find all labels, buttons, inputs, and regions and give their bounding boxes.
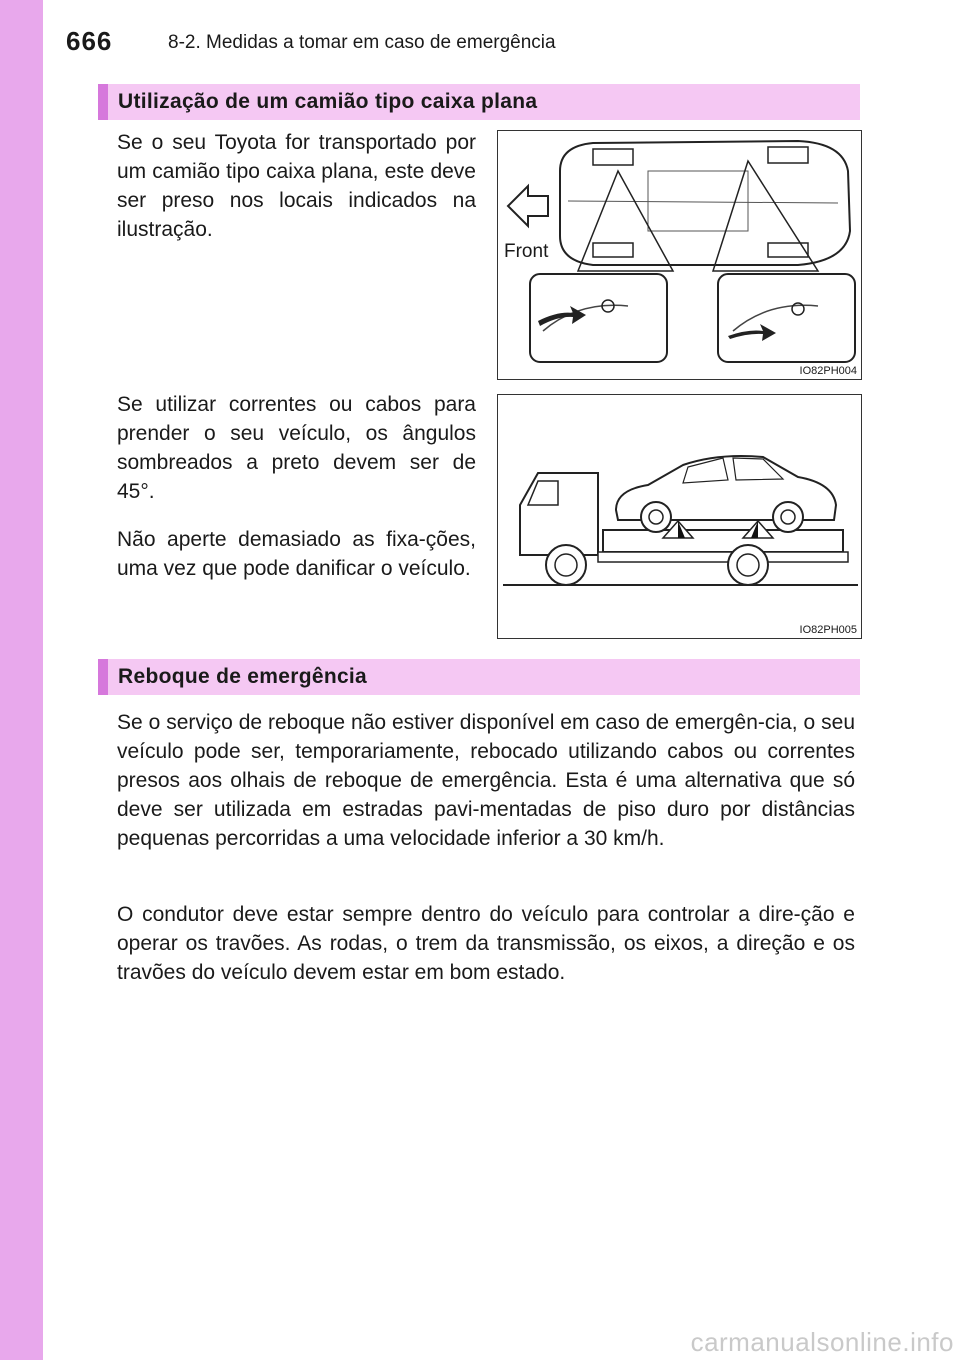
figure-tie-down-points bbox=[497, 130, 862, 380]
truck-cab bbox=[520, 473, 598, 555]
side-tab-strip bbox=[0, 0, 43, 1360]
figure-flatbed-truck bbox=[497, 394, 862, 639]
paragraph-tighten-warning: Não aperte demasiado as fixa-ções, uma vez que pode danificar o veículo. bbox=[117, 528, 476, 580]
watermark: carmanualsonline.info bbox=[690, 1327, 954, 1357]
section-header-flatbed bbox=[98, 84, 860, 120]
car-underbody-illustration bbox=[498, 131, 860, 378]
paragraph-chain-angle: Se utilizar correntes ou cabos para prender o seu veículo, os ângulos sombreados a preto devem ser de 45°. bbox=[117, 393, 476, 503]
paragraph-flatbed-intro: Se o seu Toyota for transportado por um camião tipo caixa plana, este deve ser preso nos locais indicados na ilustração. bbox=[117, 131, 476, 241]
figure-code: IO82PH004 bbox=[799, 365, 857, 377]
page-number: 666 bbox=[66, 26, 113, 56]
figure-code: IO82PH005 bbox=[799, 624, 857, 636]
section-header-emergency-towing bbox=[98, 659, 860, 695]
section-title: Utilização de um camião tipo caixa plana bbox=[118, 90, 538, 113]
flatbed bbox=[603, 530, 843, 552]
flatbed-truck-illustration bbox=[498, 395, 860, 637]
breadcrumb: 8-2. Medidas a tomar em caso de emergência bbox=[168, 32, 556, 53]
section-title: Reboque de emergência bbox=[118, 665, 368, 688]
paragraph-driver-instructions: O condutor deve estar sempre dentro do veículo para controlar a dire-ção e operar os travões. As rodas, o trem da transmissão, os eixos, a direção e os travões do veículo devem estar em bom estado. bbox=[117, 903, 855, 984]
detail-inset-rear bbox=[718, 274, 855, 362]
paragraph-emergency-towing: Se o serviço de reboque não estiver disponível em caso de emergên-cia, o seu veículo pode ser, temporariamente, rebocado utilizando cabos ou correntes presos aos olhais de reboque de emergência. Esta é uma alternativa que só deve ser utilizada em estradas pavi-mentadas de piso duro por distâncias pequenas percorridas a uma velocidade inferior a 30 km/h. bbox=[117, 711, 855, 850]
front-arrow-icon bbox=[508, 186, 548, 226]
front-label: Front bbox=[504, 241, 549, 262]
